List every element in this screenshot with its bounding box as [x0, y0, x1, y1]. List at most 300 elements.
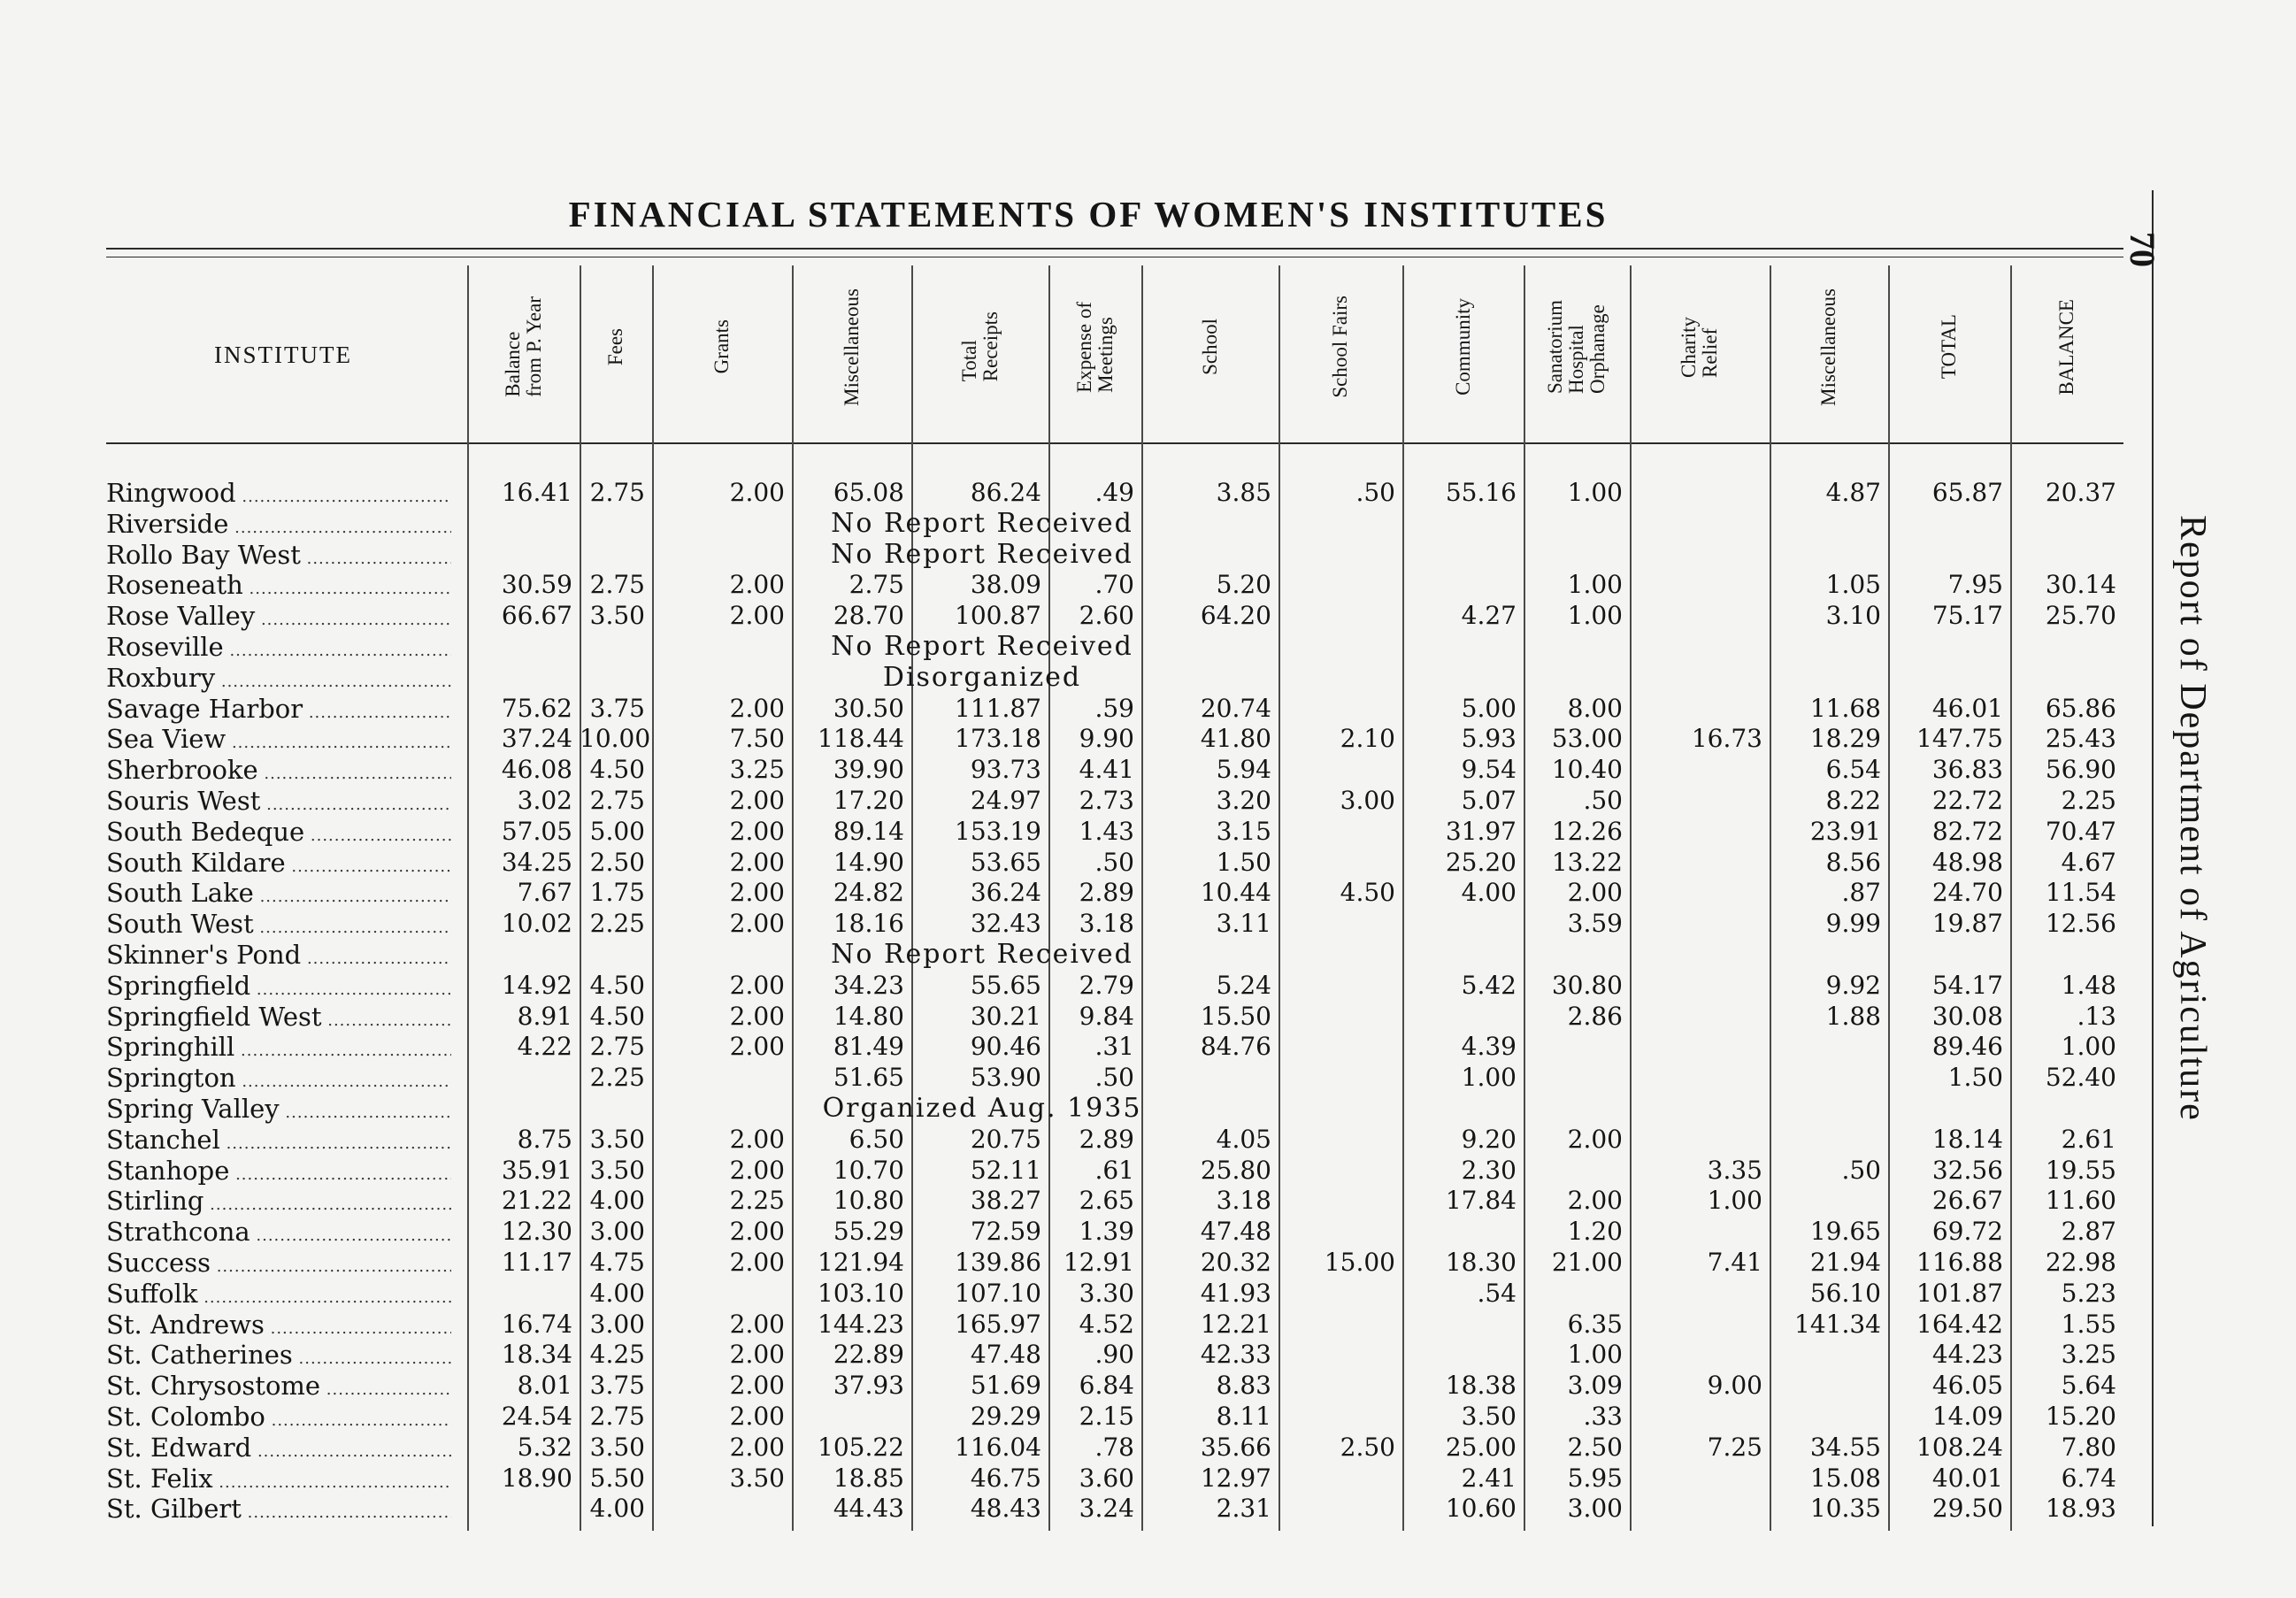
- table-cell: 2.00: [1567, 878, 1623, 908]
- table-row: [0, 878, 2296, 908]
- institute-name: Rose Valley .....: [106, 601, 451, 635]
- table-cell: 24.97: [970, 786, 1041, 815]
- table-cell: 19.55: [2045, 1155, 2116, 1185]
- table-cell: 153.19: [955, 816, 1041, 846]
- table-row: [0, 1402, 2296, 1432]
- table-cell: 5.64: [2061, 1371, 2116, 1401]
- table-cell: 2.87: [2061, 1217, 2116, 1247]
- table-cell: 2.25: [589, 909, 645, 939]
- institute-name: St. Edward .....: [106, 1433, 451, 1467]
- table-cell: 3.00: [1567, 1494, 1623, 1524]
- table-cell: 2.00: [729, 478, 785, 507]
- table-cell: 4.50: [1340, 878, 1395, 908]
- institute-name: St. Catherines .....: [106, 1340, 451, 1374]
- table-cell: 6.54: [1825, 755, 1881, 785]
- table-cell: 11.17: [501, 1248, 572, 1277]
- table-cell: 4.41: [1079, 755, 1134, 785]
- table-cell: .50: [1841, 1155, 1881, 1185]
- table-cell: 4.22: [517, 1032, 572, 1062]
- table-cell: 7.80: [2061, 1432, 2116, 1462]
- table-cell: 7.67: [517, 878, 572, 908]
- institute-name: Roseville .....: [106, 632, 451, 666]
- table-cell: 103.10: [818, 1278, 904, 1308]
- table-cell: 3.09: [1567, 1371, 1623, 1401]
- table-row: [0, 1310, 2296, 1340]
- table-cell: 90.46: [970, 1032, 1041, 1062]
- table-cell: 1.00: [2061, 1032, 2116, 1062]
- table-cell: 8.11: [1216, 1402, 1271, 1431]
- table-cell: 3.18: [1216, 1186, 1271, 1216]
- table-cell: 75.17: [1931, 601, 2003, 631]
- institute-name: Stirling .....: [106, 1186, 451, 1220]
- table-cell: 5.32: [517, 1432, 572, 1462]
- column-header: [467, 258, 580, 435]
- column-header: [1630, 258, 1770, 435]
- table-cell: 22.72: [1931, 786, 2003, 815]
- table-cell: 11.68: [1809, 693, 1881, 723]
- table-cell: 14.92: [501, 970, 572, 1000]
- table-row: [0, 755, 2296, 785]
- table-cell: 2.00: [729, 970, 785, 1000]
- table-cell: 26.67: [1931, 1186, 2003, 1216]
- table-row: [0, 1279, 2296, 1309]
- table-cell: 3.25: [729, 755, 785, 785]
- table-row: [0, 1156, 2296, 1186]
- table-cell: 3.00: [1340, 786, 1395, 815]
- table-cell: .13: [2077, 1001, 2116, 1031]
- table-cell: 39.90: [833, 755, 904, 785]
- table-cell: 4.00: [1461, 878, 1517, 908]
- table-cell: 12.56: [2045, 909, 2116, 939]
- row-note: Disorganized: [882, 661, 1082, 693]
- table-cell: 3.50: [589, 1124, 645, 1154]
- table-cell: 3.02: [517, 786, 572, 815]
- institute-name: Sea View .....: [106, 724, 451, 758]
- column-header-label: Balance from P. Year: [501, 296, 545, 397]
- institute-name: Roseneath .....: [106, 570, 451, 604]
- table-cell: 8.56: [1825, 847, 1881, 877]
- table-cell: 5.93: [1461, 724, 1517, 754]
- table-cell: 7.95: [1947, 570, 2003, 600]
- table-cell: 48.98: [1931, 847, 2003, 877]
- table-cell: 2.50: [1340, 1432, 1395, 1462]
- table-row: [0, 694, 2296, 724]
- column-header: [1524, 258, 1630, 435]
- table-cell: 22.98: [2045, 1248, 2116, 1277]
- table-cell: 18.14: [1931, 1124, 2003, 1154]
- table-cell: 30.80: [1551, 970, 1623, 1000]
- page-title: FINANCIAL STATEMENTS OF WOMEN'S INSTITUTES: [568, 194, 1609, 234]
- table-cell: 3.15: [1216, 816, 1271, 846]
- table-cell: 46.01: [1931, 693, 2003, 723]
- table-cell: 7.25: [1707, 1432, 1762, 1462]
- table-cell: 139.86: [955, 1248, 1041, 1277]
- table-cell: 12.97: [1200, 1463, 1271, 1493]
- table-cell: 6.50: [849, 1124, 904, 1154]
- table-cell: 69.72: [1931, 1217, 2003, 1247]
- table-cell: 57.05: [501, 816, 572, 846]
- table-cell: 25.70: [2045, 601, 2116, 631]
- institute-name: Ringwood .....: [106, 478, 451, 512]
- table-cell: 11.60: [2045, 1186, 2116, 1216]
- table-cell: 47.48: [1200, 1217, 1271, 1247]
- institute-name: Souris West .....: [106, 786, 451, 820]
- table-cell: 3.50: [589, 1155, 645, 1185]
- table-cell: 3.11: [1216, 909, 1271, 939]
- institute-name: Riverside .....: [106, 509, 451, 543]
- column-header: [580, 258, 652, 435]
- table-cell: 3.60: [1079, 1463, 1134, 1493]
- table-cell: 2.89: [1079, 878, 1134, 908]
- table-cell: 2.61: [2061, 1124, 2116, 1154]
- table-cell: 2.00: [729, 1309, 785, 1339]
- table-cell: 3.50: [589, 601, 645, 631]
- column-header-label: Sanatorium Hospital Orphanage: [1544, 299, 1609, 395]
- table-cell: 13.22: [1551, 847, 1623, 877]
- table-cell: 144.23: [818, 1309, 904, 1339]
- institute-name: Springfield .....: [106, 971, 451, 1005]
- table-cell: 9.54: [1461, 755, 1517, 785]
- table-row: [0, 1002, 2296, 1032]
- institute-name: Success .....: [106, 1248, 451, 1282]
- table-cell: 3.59: [1567, 909, 1623, 939]
- table-cell: 9.00: [1707, 1371, 1762, 1401]
- column-header-label: School Fairs: [1329, 296, 1351, 398]
- table-cell: 5.00: [589, 816, 645, 846]
- table-cell: 2.75: [589, 478, 645, 507]
- table-cell: 2.00: [729, 786, 785, 815]
- institute-name: South Kildare .....: [106, 848, 451, 882]
- row-note: No Report Received: [831, 939, 1133, 970]
- table-cell: 3.75: [589, 1371, 645, 1401]
- table-cell: 35.66: [1200, 1432, 1271, 1462]
- table-cell: 2.60: [1079, 601, 1134, 631]
- table-cell: 4.00: [589, 1494, 645, 1524]
- table-cell: 20.75: [970, 1124, 1041, 1154]
- table-cell: .50: [1355, 478, 1395, 507]
- table-cell: 10.00: [580, 724, 651, 754]
- table-cell: 2.00: [729, 1371, 785, 1401]
- table-cell: 75.62: [501, 693, 572, 723]
- table-cell: .50: [1094, 1063, 1134, 1093]
- table-cell: 10.40: [1551, 755, 1623, 785]
- table-cell: 32.56: [1931, 1155, 2003, 1185]
- institute-name: Roxbury .....: [106, 663, 451, 697]
- table-cell: 108.24: [1916, 1432, 2003, 1462]
- table-cell: 1.48: [2061, 970, 2116, 1000]
- institute-name: South Lake .....: [106, 878, 451, 912]
- table-cell: 64.20: [1200, 601, 1271, 631]
- table-cell: 6.84: [1079, 1371, 1134, 1401]
- table-cell: 3.00: [589, 1217, 645, 1247]
- column-header: [1770, 258, 1888, 435]
- table-cell: 81.49: [833, 1032, 904, 1062]
- table-cell: 51.69: [970, 1371, 1041, 1401]
- table-cell: 1.88: [1825, 1001, 1881, 1031]
- table-cell: .78: [1094, 1432, 1134, 1462]
- table-row: [0, 509, 2296, 539]
- table-cell: 10.80: [833, 1186, 904, 1216]
- table-cell: 8.91: [517, 1001, 572, 1031]
- table-cell: 51.65: [833, 1063, 904, 1093]
- table-cell: 1.75: [589, 878, 645, 908]
- table-cell: 34.55: [1809, 1432, 1881, 1462]
- table-cell: 12.26: [1551, 816, 1623, 846]
- table-cell: 1.20: [1567, 1217, 1623, 1247]
- table-cell: 18.16: [833, 909, 904, 939]
- column-header-label: Community: [1451, 298, 1474, 396]
- running-head: Report of Department of Agriculture: [2172, 515, 2213, 1122]
- top-rule: [106, 248, 2123, 250]
- table-cell: 164.42: [1916, 1309, 2003, 1339]
- column-header: [652, 258, 792, 435]
- table-cell: 9.99: [1825, 909, 1881, 939]
- table-cell: 9.90: [1079, 724, 1134, 754]
- table-row: [0, 663, 2296, 693]
- table-cell: 107.10: [955, 1278, 1041, 1308]
- table-row: [0, 601, 2296, 631]
- table-cell: .87: [1841, 878, 1881, 908]
- table-cell: 2.41: [1461, 1463, 1517, 1493]
- page-number: 70: [2123, 232, 2162, 267]
- table-cell: .50: [1583, 786, 1623, 815]
- table-cell: 29.50: [1931, 1494, 2003, 1524]
- table-cell: 2.75: [589, 1402, 645, 1431]
- table-cell: 10.02: [501, 909, 572, 939]
- table-cell: 21.00: [1551, 1248, 1623, 1277]
- table-cell: 5.20: [1216, 570, 1271, 600]
- table-cell: 5.07: [1461, 786, 1517, 815]
- table-cell: 4.00: [589, 1278, 645, 1308]
- table-cell: 19.87: [1931, 909, 2003, 939]
- table-cell: 118.44: [818, 724, 904, 754]
- table-cell: 141.34: [1794, 1309, 1881, 1339]
- column-header: [792, 258, 911, 435]
- table-cell: 8.22: [1825, 786, 1881, 815]
- table-cell: 65.08: [833, 478, 904, 507]
- table-cell: 2.00: [729, 816, 785, 846]
- table-cell: 9.92: [1825, 970, 1881, 1000]
- table-row: [0, 478, 2296, 508]
- table-cell: 4.50: [589, 970, 645, 1000]
- table-cell: 89.14: [833, 816, 904, 846]
- table-cell: 84.76: [1200, 1032, 1271, 1062]
- table-cell: 2.31: [1216, 1494, 1271, 1524]
- table-cell: 111.87: [955, 693, 1041, 723]
- table-row: [0, 786, 2296, 816]
- table-cell: 25.20: [1445, 847, 1517, 877]
- table-cell: 3.75: [589, 693, 645, 723]
- table-cell: 37.93: [833, 1371, 904, 1401]
- table-cell: 2.00: [729, 1032, 785, 1062]
- table-cell: 2.00: [729, 847, 785, 877]
- table-cell: 46.05: [1931, 1371, 2003, 1401]
- column-header-label: Grants: [710, 319, 733, 374]
- table-cell: 5.23: [2061, 1278, 2116, 1308]
- table-cell: 18.29: [1809, 724, 1881, 754]
- table-cell: 5.24: [1216, 970, 1271, 1000]
- table-cell: 41.93: [1200, 1278, 1271, 1308]
- table-cell: 101.87: [1916, 1278, 2003, 1308]
- column-header: [1048, 258, 1141, 435]
- column-header-label: BALANCE: [2055, 298, 2077, 396]
- table-row: [0, 1032, 2296, 1062]
- table-cell: 25.80: [1200, 1155, 1271, 1185]
- table-cell: 54.17: [1931, 970, 2003, 1000]
- institute-name: Stanhope .....: [106, 1156, 451, 1190]
- table-cell: 2.50: [1567, 1432, 1623, 1462]
- row-note: Organized Aug. 1935: [822, 1093, 1142, 1124]
- table-cell: 6.74: [2061, 1463, 2116, 1493]
- table-cell: 20.37: [2045, 478, 2116, 507]
- table-cell: 5.94: [1216, 755, 1271, 785]
- table-cell: 3.20: [1216, 786, 1271, 815]
- table-cell: 46.75: [970, 1463, 1041, 1493]
- table-cell: 8.75: [517, 1124, 572, 1154]
- table-cell: 2.30: [1461, 1155, 1517, 1185]
- column-header: [2010, 258, 2123, 435]
- table-cell: 2.75: [589, 1032, 645, 1062]
- table-cell: 10.70: [833, 1155, 904, 1185]
- table-cell: 1.00: [1707, 1186, 1762, 1216]
- table-cell: 3.50: [1461, 1402, 1517, 1431]
- table-cell: .61: [1094, 1155, 1134, 1185]
- table-cell: 14.90: [833, 847, 904, 877]
- column-header-label: Total Receipts: [957, 311, 1002, 382]
- institute-name: Stanchel .....: [106, 1125, 451, 1159]
- institute-column-header: INSTITUTE: [214, 342, 352, 368]
- table-cell: 7.41: [1707, 1248, 1762, 1277]
- table-cell: 18.90: [501, 1463, 572, 1493]
- table-cell: 89.46: [1931, 1032, 2003, 1062]
- table-cell: 1.39: [1079, 1217, 1134, 1247]
- table-row: [0, 817, 2296, 847]
- table-cell: 2.50: [589, 847, 645, 877]
- table-cell: 17.84: [1445, 1186, 1517, 1216]
- table-cell: 15.20: [2045, 1402, 2116, 1431]
- table-cell: 1.50: [1216, 847, 1271, 877]
- table-cell: 30.14: [2045, 570, 2116, 600]
- table-cell: 1.00: [1567, 601, 1623, 631]
- table-cell: 4.50: [589, 1001, 645, 1031]
- table-cell: 2.25: [589, 1063, 645, 1093]
- table-cell: 2.00: [729, 1432, 785, 1462]
- table-cell: 2.00: [729, 1155, 785, 1185]
- row-note: No Report Received: [831, 507, 1133, 539]
- table-cell: 3.24: [1079, 1494, 1134, 1524]
- table-cell: 9.20: [1461, 1124, 1517, 1154]
- table-cell: 2.89: [1079, 1124, 1134, 1154]
- institute-name: Strathcona .....: [106, 1217, 451, 1251]
- table-cell: 25.00: [1445, 1432, 1517, 1462]
- table-cell: 2.79: [1079, 970, 1134, 1000]
- table-cell: 2.00: [729, 909, 785, 939]
- table-cell: 2.75: [589, 786, 645, 815]
- table-cell: 165.97: [955, 1309, 1041, 1339]
- table-cell: 20.32: [1200, 1248, 1271, 1277]
- table-cell: 1.55: [2061, 1309, 2116, 1339]
- header-rule: [106, 442, 2123, 444]
- column-header-label: School: [1198, 319, 1221, 375]
- table-cell: 1.00: [1567, 1340, 1623, 1370]
- institute-name: St. Chrysostome .....: [106, 1371, 451, 1405]
- table-cell: 2.00: [729, 601, 785, 631]
- table-cell: 48.43: [970, 1494, 1041, 1524]
- table-cell: 4.27: [1461, 601, 1517, 631]
- table-cell: 2.25: [729, 1186, 785, 1216]
- table-cell: 53.00: [1551, 724, 1623, 754]
- institute-name: Sherbrooke .....: [106, 755, 451, 789]
- table-cell: 147.75: [1916, 724, 2003, 754]
- column-header: [911, 258, 1048, 435]
- column-header: [1888, 258, 2010, 435]
- table-cell: 16.73: [1691, 724, 1762, 754]
- institute-name: Spring Valley .....: [106, 1094, 451, 1128]
- table-cell: 2.00: [729, 1217, 785, 1247]
- table-row: [0, 1217, 2296, 1247]
- table-cell: 24.82: [833, 878, 904, 908]
- table-row: [0, 940, 2296, 970]
- table-cell: 105.22: [818, 1432, 904, 1462]
- table-cell: 4.25: [589, 1340, 645, 1370]
- row-note: No Report Received: [831, 631, 1133, 662]
- table-cell: .31: [1094, 1032, 1134, 1062]
- table-cell: 4.52: [1079, 1309, 1134, 1339]
- table-cell: 3.00: [589, 1309, 645, 1339]
- table-row: [0, 1248, 2296, 1278]
- table-cell: 36.24: [970, 878, 1041, 908]
- table-cell: 12.91: [1063, 1248, 1134, 1277]
- table-cell: 25.43: [2045, 724, 2116, 754]
- table-cell: 18.38: [1445, 1371, 1517, 1401]
- table-cell: 42.33: [1200, 1340, 1271, 1370]
- table-cell: 3.50: [729, 1463, 785, 1493]
- table-cell: 116.88: [1916, 1248, 2003, 1277]
- table-cell: 8.01: [517, 1371, 572, 1401]
- table-cell: 17.20: [833, 786, 904, 815]
- table-cell: 31.97: [1445, 816, 1517, 846]
- table-cell: 11.54: [2045, 878, 2116, 908]
- table-cell: 6.35: [1567, 1309, 1623, 1339]
- table-cell: 18.34: [501, 1340, 572, 1370]
- table-cell: 30.08: [1931, 1001, 2003, 1031]
- table-cell: 3.18: [1079, 909, 1134, 939]
- table-cell: 116.04: [955, 1432, 1041, 1462]
- table-cell: 72.59: [970, 1217, 1041, 1247]
- table-cell: 16.41: [501, 478, 572, 507]
- table-cell: 52.11: [970, 1155, 1041, 1185]
- table-cell: 30.59: [501, 570, 572, 600]
- table-cell: 30.50: [833, 693, 904, 723]
- table-cell: 7.50: [729, 724, 785, 754]
- table-cell: 5.00: [1461, 693, 1517, 723]
- institute-name: St. Felix .....: [106, 1464, 451, 1498]
- table-cell: 4.87: [1825, 478, 1881, 507]
- institute-name: Springfield West .....: [106, 1002, 451, 1036]
- institute-name: Rollo Bay West .....: [106, 540, 451, 574]
- table-cell: 1.43: [1079, 816, 1134, 846]
- table-cell: 8.00: [1567, 693, 1623, 723]
- table-cell: 2.00: [729, 693, 785, 723]
- table-row: [0, 724, 2296, 754]
- institute-name: St. Gilbert .....: [106, 1494, 451, 1528]
- table-cell: 121.94: [818, 1248, 904, 1277]
- table-cell: 3.10: [1825, 601, 1881, 631]
- table-cell: 2.15: [1079, 1402, 1134, 1431]
- table-cell: 34.25: [501, 847, 572, 877]
- table-cell: 44.23: [1931, 1340, 2003, 1370]
- table-cell: 2.75: [589, 570, 645, 600]
